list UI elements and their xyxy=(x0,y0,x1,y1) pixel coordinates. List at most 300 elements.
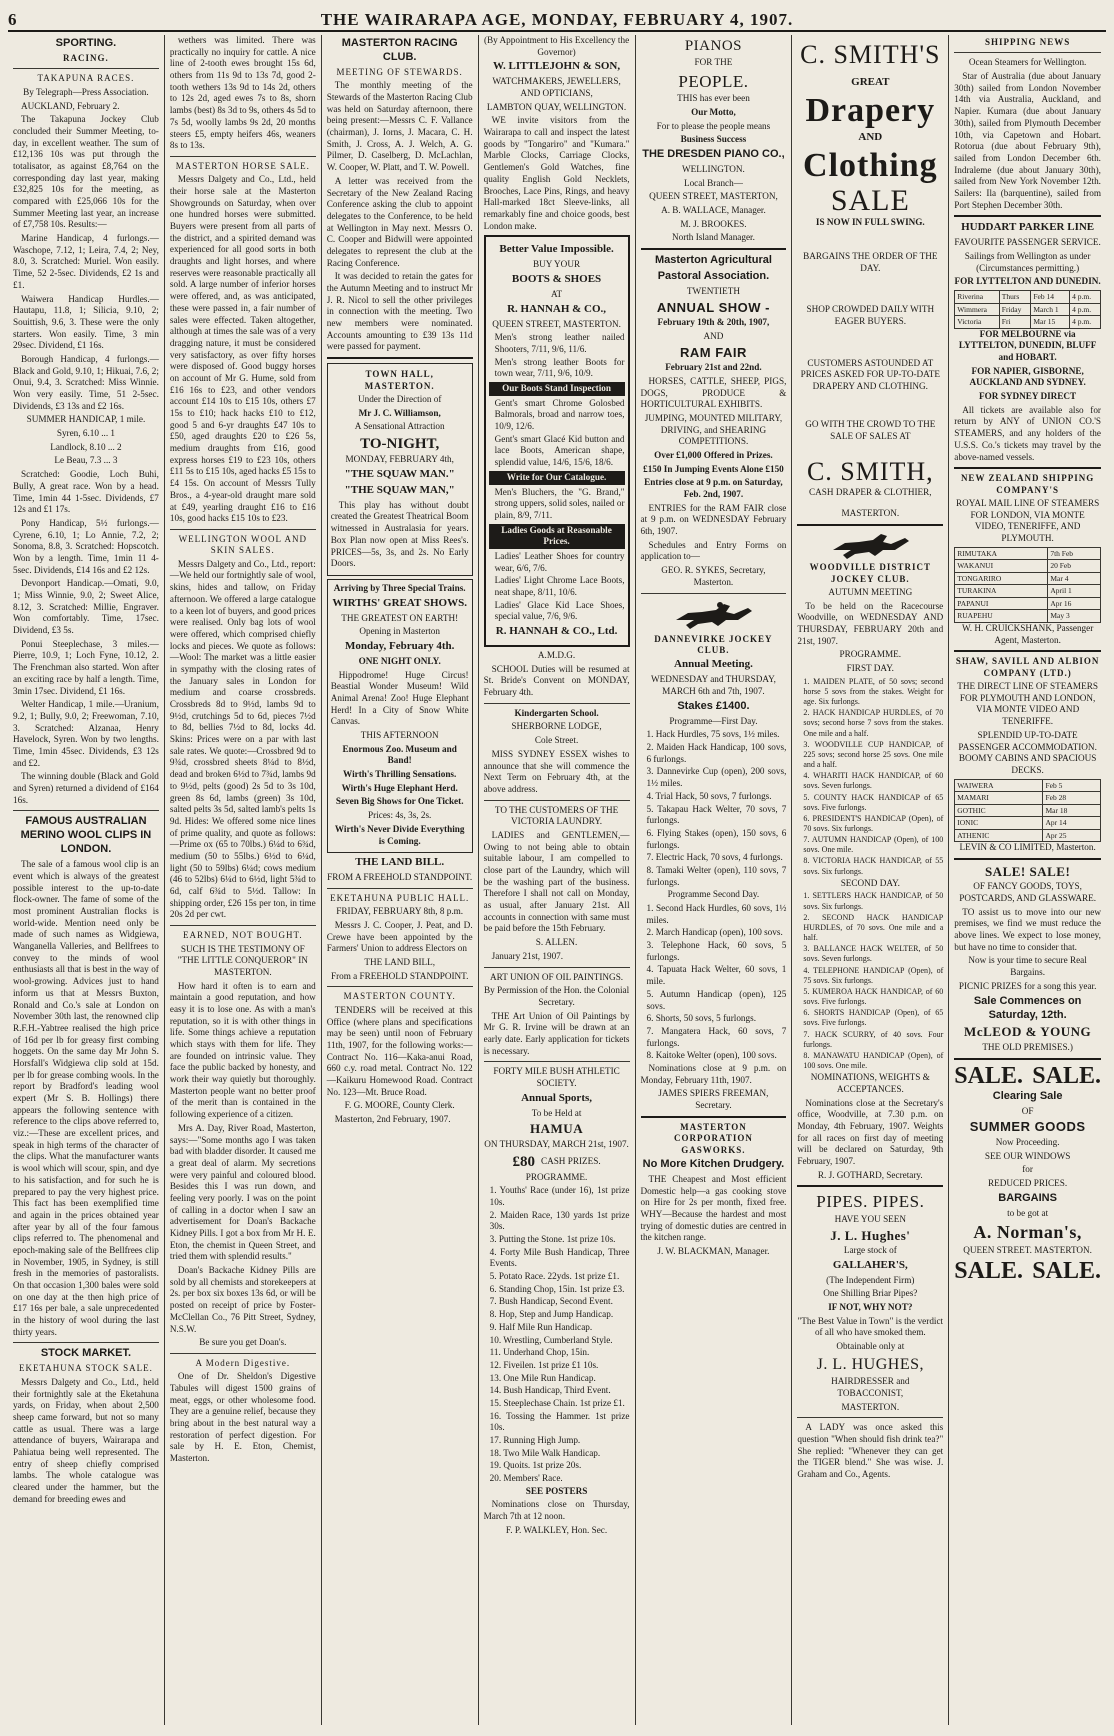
ad-line: Wirth's Thrilling Sensations. xyxy=(343,769,457,780)
paragraph: Pony Handicap, 5½ furlongs.—Cyrene, 6.10, 1; Lo Annie, 7.2, 2; Sonoma, 8.8, 3. Scratched: Hopscotch. Won by a length. Time, 1min 11 4-5sec. Dividends, £14 16s and £2 12s. xyxy=(13,517,159,575)
ad-line: FIRST DAY. xyxy=(846,663,894,674)
ad-line: Enormous Zoo. Museum and Band! xyxy=(342,743,457,766)
ad-text: Nominations close on Thursday, March 7th at 12 noon. xyxy=(483,1499,630,1522)
masthead xyxy=(8,10,1106,32)
table-cell: Apr 14 xyxy=(1043,817,1101,830)
ad-line: CASH DRAPER & CLOTHIER, xyxy=(809,486,932,497)
ad-line: Wirth's Never Divide Everything is Coming. xyxy=(334,823,465,846)
ad-line: Ocean Steamers for Wellington. xyxy=(968,57,1087,68)
table-cell: IONIC xyxy=(955,817,1043,830)
list-item: 20. Members' Race. xyxy=(489,1473,563,1484)
paragraph: How hard it often is to earn and maintain a good reputation, and how easy it is to lose one. As with a man's reputation, so it is with other things in life. Some things achieve a reputation which stays with them for life. They are founded on intrinsic value. They face the public backed by honesty, and work their way quietly but thoroughly. Masterton people want no better proof of the merit than is contained in the following experience of a citizen. xyxy=(169,980,316,1120)
table-cell: 20 Feb xyxy=(1048,560,1101,573)
byline: By Telegraph—Press Association. xyxy=(23,86,149,97)
ad-line: QUEEN STREET, MASTERTON. xyxy=(492,318,621,329)
ad-heading: EKETAHUNA PUBLIC HALL. xyxy=(330,892,470,903)
paragraph: Messrs Dalgety and Co., Ltd., report:—We held our fortnightly sale of wool, skins, hides and tallow, on Friday afternoon. We offered a large catalogue to a keen lot of buyers, and good prices were realised. Only bag lots of wool were offered, which comprised chiefly locks and pieces. We quote as follows:—Wool: The market was a little easier in sympathy with the closing rates of the January sales in London for medium and coarse crossbreds. Crossbreds 8d to 9½d, lambs 9d to 9½d, crutchings 5d to 6d, pieces 7½d to 8d, bellies 7½d to 8d, locks 4d. Skins: Prices were on a par with last sale rates. We quote:—Crossbred 9d to 9¾d, crossbred sheets 8¼d to 8½d, dead and broken 6½d to 7¾d, lambs 9d to 9½d, pelts (good) 2s 5d to 3s 10d, green 8s 6d, lambs (green) 3s 10d, salted pelts 3s 5d, salted lamb's pelts 1s 9d. Hides: We offered some nice lines of prime quality, and quote as follows:—Prime ox (65 to 70lbs.) 6¼d to 6¾d, medium (50 to 55lbs.) 6½d to 6¼d, light (50 to 59lbs) 6¼d; cows medium (46 to 52lbs) 6¼d to 6½d, light 5¾d to 6d, calf 6¾d to 5½d. Tallow: In shipping order, £26 15s per ton, in time 20s 2d per cwt. xyxy=(169,558,316,920)
ad-text: Ladies' Leather Shoes for country wear, 6/6, 7/6. xyxy=(494,550,625,573)
table-cell: Mar 4 xyxy=(1048,572,1101,585)
ad-line: FAVOURITE PASSENGER SERVICE. xyxy=(954,237,1101,248)
table-cell: TONGARIRO xyxy=(955,572,1048,585)
list-item: 8. Kaitoke Welter (open), 100 sovs. xyxy=(646,1050,777,1061)
ad-text: Gent's smart Chrome Golosbed Balmorals, broad and narrow toes, 10/9, 12/6. xyxy=(494,397,625,432)
ad-line: WELLINGTON. xyxy=(682,164,745,175)
ad-text: Hippodrome! Huge Circus! Beastial Wonder Museum! Wild Animal Arena! Zoo! Huge Elephant Herd! In a City of Snow White Canvas. xyxy=(330,669,469,727)
ad-text: THE Art Union of Oil Paintings by Mr G. R. Irvine will be drawn at an early date. Early application for tickets is necessary. xyxy=(483,1010,630,1056)
result-row: Landlock, 8.10 ... 2 xyxy=(50,441,122,452)
ad-line: GO WITH THE CROWD TO THE SALE OF SALES AT xyxy=(805,418,936,441)
table-row xyxy=(955,804,1101,817)
list-item: 4. Trial Hack, 50 sovs, 7 furlongs. xyxy=(646,790,772,801)
list-item: 7. Bush Handicap, Second Event. xyxy=(489,1296,613,1307)
ad-line: Mr J. C. Williamson, xyxy=(358,407,441,418)
list-item: 7. HACK SCURRY, of 40 sovs. Four furlongs. xyxy=(803,1029,944,1049)
paragraph: Ponui Steeplechase, 3 miles.—Pierre, 10.9, 1; Loch Fyne, 10.12, 2. The Frenchman also started. Won after an exciting race by half a length. Time, 3min 17sec. Dividend, £1 16s. xyxy=(13,638,159,696)
ad-line: FOR NAPIER, GISBORNE, AUCKLAND AND SYDNEY. xyxy=(969,365,1086,388)
list-item: 9. Half Mile Run Handicap. xyxy=(489,1321,593,1332)
ad-line: FORTY MILE BUSH ATHLETIC SOCIETY. xyxy=(493,1066,620,1089)
ad-text: Men's Bluchers, the "G. Brand," strong uppers, solid soles, nailed or plain, 8/9, 7/11. xyxy=(494,486,625,520)
ad-line: PICNIC PRIZES for a song this year. xyxy=(958,980,1097,991)
ad-line: THE OLD PREMISES.) xyxy=(982,1041,1073,1052)
article-title: WELLINGTON WOOL AND SKIN SALES. xyxy=(178,533,307,556)
table-cell: Feb 28 xyxy=(1043,792,1101,805)
article-title: A Modern Digestive. xyxy=(195,1357,291,1368)
list-item: 4. Tapuata Hack Welter, 60 sovs, 1 mile. xyxy=(646,964,787,987)
ad-line: FOR LYTTELTON AND DUNEDIN. xyxy=(954,276,1101,287)
advert-wirths xyxy=(327,579,473,853)
ad-text: Men's strong leather nailed Shooters, 7/11, 9/6, 11/6. xyxy=(494,332,625,354)
ad-line: QUEEN STREET. MASTERTON. xyxy=(963,1245,1092,1256)
ad-line: REDUCED PRICES. xyxy=(988,1177,1068,1188)
ad-title: SALE! SALE! xyxy=(984,863,1071,879)
ad-line: Now Proceeding. xyxy=(995,1136,1060,1147)
ad-line: SEE POSTERS xyxy=(525,1485,588,1496)
dateline: AUCKLAND, February 2. xyxy=(21,100,120,111)
ad-line: A. B. WALLACE, Manager. xyxy=(661,205,766,216)
ad-line: THIS AFTERNOON xyxy=(360,730,439,740)
table-cell: Wimmera xyxy=(955,303,1000,316)
ad-line: for xyxy=(1022,1164,1033,1175)
ad-text: ENTRIES for the RAM FAIR close at 9 p.m. on WEDNESDAY February 6th, 1907. xyxy=(640,502,787,537)
table-cell: WAIWERA xyxy=(955,779,1043,792)
ad-line: to be got at xyxy=(1007,1207,1049,1218)
ad-line: SHOP CROWDED DAILY WITH EAGER BUYERS. xyxy=(806,304,935,327)
ad-line: BUY YOUR xyxy=(533,259,581,270)
table-cell: May 3 xyxy=(1048,610,1101,623)
ad-title: SALE. xyxy=(954,1062,1023,1089)
table-cell: MAMARI xyxy=(955,792,1043,805)
ad-line: W. H. CRUICKSHANK, Passenger Agent, Masterton. xyxy=(961,622,1094,645)
ad-title: GREAT xyxy=(851,75,890,88)
ad-line: (By Appointment to His Excellency the Governor) xyxy=(483,35,630,57)
ad-line: THE GREATEST ON EARTH! xyxy=(341,612,459,623)
ad-line: MONDAY, FEBRUARY 4th, xyxy=(345,454,454,465)
ad-line: £150 In Jumping Events Alone £150 xyxy=(643,463,784,474)
ad-line: J. W. BLACKMAN, Manager. xyxy=(657,1246,770,1257)
column-5 xyxy=(636,35,793,1725)
ad-title: PEOPLE. xyxy=(678,71,749,91)
ad-line: MASTERTON. xyxy=(841,508,900,519)
list-item: 3. BALLANCE HACK WELTER, of 50 sovs. Seven furlongs. xyxy=(803,944,944,964)
ad-line: February 21st and 22nd. xyxy=(665,362,762,373)
ad-line: One Shilling Briar Pipes? xyxy=(823,1288,918,1299)
ad-text: Schedules and Entry Forms on application to— xyxy=(640,539,787,562)
ad-title: No More Kitchen Drudgery. xyxy=(642,1157,785,1170)
result-row: Syren, 6.10 ... 1 xyxy=(56,428,116,439)
table-cell: Victoria xyxy=(955,316,1000,329)
sale-row xyxy=(954,1064,1101,1088)
ad-line: FOR THE xyxy=(694,57,733,68)
ad-line: Obtainable only at xyxy=(836,1341,905,1352)
ad-heading: DANNEVIRKE JOCKEY CLUB. xyxy=(654,633,773,655)
paragraph: Borough Handicap, 4 furlongs.—Black and Gold, 9.10, 1; Hikuai, 7.6, 2; Onui, 9.4, 3. Scratched: Miss Winnie. Won very easily. Time, 51 2-5sec. Dividends, £3 13s and £2 16s. xyxy=(13,353,159,411)
ad-line: FRIDAY, FEBRUARY 8th, 8 p.m. xyxy=(336,906,464,917)
sailing-table xyxy=(954,547,1101,623)
ad-title: Pastoral Association. xyxy=(657,270,770,283)
advert-hannah xyxy=(484,235,630,647)
ad-line: SECOND DAY. xyxy=(840,877,900,888)
list-item: 3. WOODVILLE CUP HANDICAP, of 225 sovs; second horse 25 sovs. One mile and a half. xyxy=(803,739,944,770)
ad-text: TENDERS will be received at this Office (where plans and specifications may be seen) until noon of February 11th, 1907, for the following works:— Contract No. 116—Kaka-anui Road, 660 c.y. road metal. Contract No. 122—Kaikuru Homewood Road. Contract No. 123—Mt. Bruce Road. xyxy=(326,1004,473,1097)
ad-line: Wirth's Huge Elephant Herd. xyxy=(341,782,458,793)
ad-text: Messrs J. C. Cooper, J. Peat, and D. Crewe have been appointed by the Farmers' Union to address Electors on xyxy=(326,919,473,954)
article-title: MASTERTON HORSE SALE. xyxy=(175,160,310,171)
list-item: 1. Second Hack Hurdles, 60 sovs, 1½ miles. xyxy=(646,903,787,925)
table-cell: Fri xyxy=(999,316,1031,329)
ad-title: BARGAINS xyxy=(998,1191,1057,1204)
subheading: RACING. xyxy=(63,52,109,63)
table-row xyxy=(955,303,1101,316)
table-cell: Feb 14 xyxy=(1031,291,1070,304)
racehorse-icon xyxy=(825,530,915,560)
ad-heading: TOWN HALL, MASTERTON. xyxy=(364,369,435,391)
ad-title: RAM FAIR xyxy=(680,344,747,360)
ad-title: HUDDART PARKER LINE xyxy=(961,221,1095,234)
ad-line: A.M.D.G. xyxy=(537,650,576,661)
ad-line: JAMES SPIERS FREEMAN, Secretary. xyxy=(658,1088,769,1110)
ad-line: HAIRDRESSER and TOBACCONIST, xyxy=(831,1376,910,1398)
table-row xyxy=(955,817,1101,830)
ad-text: Gent's smart Glacé Kid button and lace Boots, American shape, splendid value, 14/6, 15/6, 18/6. xyxy=(494,433,625,468)
ad-title: GALLAHER'S, xyxy=(832,1258,908,1271)
list-item: 1. Youths' Race (under 16), 1st prize 10s. xyxy=(489,1185,630,1207)
ad-title: Annual Meeting. xyxy=(674,658,753,671)
ad-line: From a FREEHOLD STANDPOINT. xyxy=(330,970,469,981)
ad-title: TO-NIGHT, xyxy=(360,436,440,453)
ad-title: Better Value Impossible. xyxy=(499,243,614,256)
list-item: 8. MANAWATU HANDICAP (Open), of 100 sovs. One mile. xyxy=(803,1050,944,1070)
ad-line: A Sensational Attraction xyxy=(354,421,445,432)
ad-line: M. J. BROOKES. xyxy=(680,218,747,229)
ad-line: AUTUMN MEETING xyxy=(828,587,913,597)
paragraph: Messrs Dalgety and Co., Ltd., held their horse sale at the Masterton Showgrounds on Saturday, when over one hundred horses were submitted. Buyers were present from all parts of the district, and a spirited demand was experienced for all good sorts in both draughts and light horses, and where reserves were reasonable practically all sold. A large number of inferior horses were offered, and, as was anticipated, these were passed in, a fair number of sales were effected. Taken altogether, although at times the sale was of a very dragging nature, it must be considered very satisfactory, as over fifty horses were disposed of. Good buggy horses on account of Mr G. Hume, sold from £16 16s to £23, and other vendors account £14 10s to £15 10s, others £7 15s to £10; hack hacks £10 to £12, good 5 and 6-yr draughts £47 10s to £50, aged draughts £20 to £26 5s, medium draughts from £16, good express horses £19 to £23 10s, others £11 5s to £15 10s, aged hacks £5 15s to £4 15s. On account of Messrs Tully Bros., a 4-year-old draught mare sold at £49, yearling draught £16 to £16 10s, good hacks £15 10s to £23. xyxy=(169,174,316,524)
table-cell: Apr 16 xyxy=(1048,597,1101,610)
paragraph: Mrs A. Day, River Road, Masterton, says:—"Some months ago I was taken bad with bladder disorder. It caused me a great deal of alarm. My secretions were very painful and coloured blood. Besides this I was run down, and feeling very poorly. I was on the point of calling in a doctor when I saw an advertisement for Doan's Backache Kidney Pills. I got a box from Mr H. E. Eton, the chemist in Queen Street, and tried them with splendid results." xyxy=(169,1122,316,1262)
ad-title: THE DRESDEN PIANO CO., xyxy=(642,148,785,161)
ad-line: SPLENDID UP-TO-DATE PASSENGER ACCOMMODATION. BOOMY CABINS AND SPACIOUS DECKS. xyxy=(958,729,1097,775)
racehorse-icon xyxy=(668,598,758,632)
section-heading: SPORTING. xyxy=(55,37,117,49)
ad-line: Our Motto, xyxy=(691,107,736,117)
ad-text: All tickets are available also for return by ANY of UNION CO.'S STEAMERS, and any holders of the U.S.S. Co.'s tickets may travel by the above-named vessels. xyxy=(954,404,1101,462)
column-3 xyxy=(322,35,479,1725)
table-cell: 4 p.m. xyxy=(1070,291,1101,304)
list-item: 8. VICTORIA HACK HANDICAP, of 55 sovs. Six furlongs. xyxy=(803,856,944,876)
ad-title: Monday, February 4th. xyxy=(344,639,455,652)
advert-town-hall xyxy=(327,363,473,576)
ad-text: To be held on the Racecourse Woodville, on WEDNESDAY AND THURSDAY, FEBRUARY 20th and 21st, 1907. xyxy=(797,600,944,646)
ad-line: PROGRAMME. xyxy=(839,649,902,660)
ad-line: ON THURSDAY, MARCH 21st, 1907. xyxy=(484,1138,629,1149)
ad-title: C. SMITH'S xyxy=(800,40,941,69)
article-title: EKETAHUNA STOCK SALE. xyxy=(19,1363,153,1374)
list-item: 7. Mangatera Hack, 60 sovs, 7 furlongs. xyxy=(646,1025,787,1048)
ad-title: SALE xyxy=(830,184,910,218)
ad-line: OF xyxy=(1021,1105,1034,1116)
ad-title: THE LAND BILL. xyxy=(355,856,445,869)
ad-banner: Our Boots Stand Inspection xyxy=(489,382,625,396)
table-cell: ATHENIC xyxy=(955,829,1043,842)
list-item: 6. Standing Chop, 15in. 1st prize £3. xyxy=(489,1283,625,1294)
article-title: EARNED, NOT BOUGHT. xyxy=(182,930,303,941)
ad-text: MISS SYDNEY ESSEX wishes to announce that she will commence the Next Term on February 4th, at the above address. xyxy=(483,748,630,794)
ad-line: For to please the people means xyxy=(656,120,771,131)
ad-line: Programme Second Day. xyxy=(667,889,760,900)
ad-line: TWENTIETH xyxy=(686,286,740,297)
list-item: 14. Bush Handicap, Third Event. xyxy=(489,1385,611,1396)
ad-line: AND xyxy=(703,330,724,341)
ad-line: F. G. MOORE, County Clerk. xyxy=(344,1100,455,1111)
list-item: 7. Electric Hack, 70 sovs, 4 furlongs. xyxy=(646,852,783,863)
ad-heading: MASTERTON CORPORATION GASWORKS. xyxy=(674,1121,753,1155)
column-7 xyxy=(949,35,1106,1725)
paragraph: The winning double (Black and Gold and Syren) returned a dividend of £164 16s. xyxy=(13,771,159,805)
ad-line: FOR SYDNEY DIRECT xyxy=(979,391,1077,402)
ad-line: WEDNESDAY and THURSDAY, MARCH 6th and 7th, 1907. xyxy=(650,674,776,697)
ad-title: AND xyxy=(858,130,883,143)
ad-text: Nominations close at 9 p.m. on Monday, February 11th, 1907. xyxy=(640,1062,787,1085)
ad-title: Drapery xyxy=(805,91,936,129)
table-cell: Riverina xyxy=(955,291,1000,304)
ad-text: Nominations close at the Secretary's office, Woodville, at 7.30 p.m. on Monday, 4th February, 1907. Weights for all races on first day of meeting will be declared on Saturday, 9th February, 1907. xyxy=(797,1097,944,1166)
ad-title: Sale Commences on Saturday, 12th. xyxy=(973,994,1082,1021)
list-item: 15. Steeplechase Chain. 1st prize £1. xyxy=(489,1397,625,1408)
ad-line: February 19th & 20th, 1907, xyxy=(657,317,770,328)
list-item: 11. Underhand Chop, 15in. xyxy=(489,1347,590,1358)
newspaper-title: THE WAIRARAPA AGE, MONDAY, FEBRUARY 4, 1907. xyxy=(320,10,794,30)
ad-line: OF FANCY GOODS, TOYS, POSTCARDS, AND GLASSWARE. xyxy=(959,881,1097,904)
table-row xyxy=(955,792,1101,805)
list-item: 5. KUMEROA HACK HANDICAP, of 60 sovs. Five furlongs. xyxy=(803,986,944,1007)
ad-text: Ladies' Glace Kid Lace Shoes, special value, 7/6, 9/6. xyxy=(494,599,625,622)
list-item: 4. Forty Mile Bush Handicap, Three Events. xyxy=(489,1246,630,1269)
ad-line: SHERBORNE LODGE, xyxy=(511,721,602,732)
ad-line: Seven Big Shows for One Ticket. xyxy=(335,796,464,807)
ad-line: ONE NIGHT ONLY. xyxy=(358,655,441,666)
table-row xyxy=(955,597,1101,610)
column-2 xyxy=(165,35,322,1725)
ad-title: SALE. xyxy=(1032,1062,1101,1089)
ad-line: MASTERTON. xyxy=(841,1401,900,1412)
table-cell: Thurs xyxy=(999,291,1031,304)
article-heading: MASTERTON RACING CLUB. xyxy=(341,37,458,63)
ad-title: "THE SQUAW MAN," xyxy=(344,483,455,496)
ad-line: Arriving by Three Special Trains. xyxy=(333,582,466,593)
list-item: 8. Hop, Step and Jump Handicap. xyxy=(489,1309,614,1320)
table-cell: GOTHIC xyxy=(955,804,1043,817)
table-cell: 4 p.m. xyxy=(1070,303,1101,316)
ad-title: Annual Sports, xyxy=(521,1091,593,1104)
ad-line: January 21st, 1907. xyxy=(491,950,564,961)
table-cell: 4 p.m. xyxy=(1070,316,1101,329)
ad-line: Cole Street. xyxy=(534,735,579,746)
article-heading: FAMOUS AUSTRALIAN MERINO WOOL CLIPS IN LONDON. xyxy=(20,815,152,856)
ad-line: THIS has ever been xyxy=(677,93,750,104)
ad-line: PROGRAMME. xyxy=(525,1171,588,1182)
page-number: 6 xyxy=(8,10,17,30)
table-cell: 7th Feb xyxy=(1048,547,1101,560)
table-row xyxy=(955,585,1101,598)
ad-line: SEE OUR WINDOWS xyxy=(984,1150,1071,1161)
ad-line: Business Success xyxy=(680,134,747,145)
ad-line: R. J. GOTHARD, Secretary. xyxy=(817,1169,923,1180)
table-cell: RIMUTAKA xyxy=(955,547,1048,560)
paragraph: A letter was received from the Secretary of the New Zealand Racing Conference asking the club to appoint delegates to the Conference, to be held at Wellington in May next. Messrs O. C. Cooper and Bidwill were appointed delegates to represent the club at the Racing Conference. xyxy=(326,175,473,268)
list-item: 12. Fiveilen. 1st prize £1 10s. xyxy=(489,1359,599,1370)
ad-line: FROM A FREEHOLD STANDPOINT. xyxy=(327,872,473,883)
paragraph: Waiwera Handicap Hurdles.—Hautapu, 11.8, 1; Silicia, 9.10, 2; Souittish, 9.6, 3. These were the only starters. Won easily. Time, 3 min 29sec. Dividend, £1 16s. xyxy=(13,293,159,351)
ad-title: J. L. Hughes' xyxy=(830,1227,911,1243)
table-cell: April 1 xyxy=(1048,585,1101,598)
list-item: 3. Putting the Stone. 1st prize 10s. xyxy=(489,1234,616,1245)
list-item: 5. COUNTY HACK HANDICAP of 65 sovs. Five furlongs. xyxy=(803,792,944,812)
ad-text: A LADY was once asked this question "When should fish drink tea?" She replied: "Whenever they can get the TIGER blend." She was wise. J. Graham and Co., Agents. xyxy=(797,1422,944,1479)
ad-line: Masterton, 2nd February, 1907. xyxy=(334,1114,451,1124)
ad-title: SALE. xyxy=(1032,1257,1101,1284)
prize-amount: £80 xyxy=(512,1153,535,1170)
ad-line: Prices: 4s, 3s, 2s. xyxy=(368,810,432,821)
ad-line: F. P. WALKLEY, Hon. Sec. xyxy=(505,1524,608,1535)
paragraph: wethers was limited. There was practically no inquiry for cattle. A nice line of 2-tooth ewes brought 15s 6d, others from 11s 9d to 13s 7d, good 2-tooth wethers 13s 9d to 14s 2d, others to 12s 2d, aged ewes 7s to 8s, shorn lambs (best) 8s 3d to 9s, others 4s 5d to 7s 5d, woolly lambs 9s 2d, 20 months steers £5, empty heifers 46s, weaners 8s to 13s. xyxy=(169,35,316,151)
ad-line: Now is your time to secure Real Bargains. xyxy=(968,955,1087,978)
ad-line: "The Best Value in Town" is the verdict of all who have smoked them. xyxy=(797,1315,944,1338)
ad-banner: Ladies Goods at Reasonable Prices. xyxy=(489,524,625,549)
list-item: 8. Tamaki Welter (open), 110 sovs, 7 furlongs. xyxy=(646,864,787,887)
paragraph: Be sure you get Doan's. xyxy=(199,1337,287,1348)
column-4 xyxy=(479,35,636,1725)
list-item: 3. Dannevirke Cup (open), 200 sovs, 1½ miles. xyxy=(646,766,787,789)
ad-line: Kindergarten School. xyxy=(514,707,599,718)
ad-heading: NEW ZEALAND SHIPPING COMPANY'S xyxy=(960,473,1095,495)
table-cell: Mar 18 xyxy=(1043,804,1101,817)
ad-line: ROYAL MAIL LINE OF STEAMERS FOR LONDON, VIA MONTE VIDEO, TENERIFFE, AND PLYMOUTH. xyxy=(955,498,1100,544)
table-row xyxy=(955,610,1101,623)
list-item: 2. March Handicap (open), 100 sovs. xyxy=(646,927,783,938)
ad-line: LEVIN & CO LIMITED, Masterton. xyxy=(959,842,1096,853)
list-item: 3. Telephone Hack, 60 sovs, 5 furlongs. xyxy=(646,940,787,962)
list-item: 1. MAIDEN PLATE, of 50 sovs; second horse 5 sovs from the stakes. Weight for age. Six furlongs. xyxy=(803,676,944,707)
ad-title: PIPES. PIPES. xyxy=(816,1192,925,1212)
ad-line: BARGAINS THE ORDER OF THE DAY. xyxy=(803,251,938,273)
ad-line: TO THE CUSTOMERS OF THE VICTORIA LAUNDRY. xyxy=(494,804,619,827)
table-row xyxy=(955,829,1101,842)
race-title: SUMMER HANDICAP, 1 mile. xyxy=(26,414,146,425)
ad-line: To be Held at xyxy=(531,1107,582,1118)
sale-row xyxy=(954,1259,1101,1283)
ad-title: ANNUAL SHOW - xyxy=(656,299,770,315)
ad-line: NOMINATIONS, WEIGHTS & ACCEPTANCES. xyxy=(810,1072,930,1094)
ad-text: Ladies' Light Chrome Lace Boots, neat shape, 8/11, 10/6. xyxy=(494,575,625,597)
ad-line: Sailings from Wellington as under (Circumstances permitting.) xyxy=(964,251,1091,273)
ad-text: TO assist us to move into our new premises, we find we must reduce the above lines. We expect to lose money, but have no time to consider that. xyxy=(954,906,1101,952)
ad-line: IF NOT, WHY NOT? xyxy=(828,1302,913,1313)
article-title: MEETING OF STEWARDS. xyxy=(336,66,463,77)
ad-line: Local Branch— xyxy=(683,177,743,188)
table-row xyxy=(955,316,1101,329)
list-item: 2. Maiden Race, 130 yards 1st prize 30s. xyxy=(489,1209,630,1232)
ad-line: FOR MELBOURNE via LYTTELTON, DUNEDIN, BLUFF and HOBART. xyxy=(958,328,1097,362)
ad-title: PIANOS xyxy=(684,38,743,54)
ad-title: R. HANNAH & CO., xyxy=(507,302,607,315)
ad-line: QUEEN STREET, MASTERTON, xyxy=(649,191,778,202)
ad-title: Clothing xyxy=(803,146,938,184)
list-item: 10. Wrestling, Cumberland Style. xyxy=(489,1334,613,1345)
ad-text: SCHOOL Duties will be resumed at St. Bride's Convent on MONDAY, February 4th. xyxy=(483,663,630,698)
ad-title: "THE SQUAW MAN." xyxy=(344,467,455,480)
column-6 xyxy=(792,35,949,1725)
table-cell: Apr 25 xyxy=(1043,829,1101,842)
table-cell: Mar 15 xyxy=(1031,316,1070,329)
ad-text: Men's strong leather Boots for town wear, 7/11, 9/6, 10/9. xyxy=(494,356,625,379)
ad-line: By Permission of the Hon. the Colonial Secretary. xyxy=(483,985,630,1007)
ad-heading: MASTERTON COUNTY. xyxy=(343,991,456,1002)
ad-line: CASH PRIZES. xyxy=(540,1156,601,1167)
table-row xyxy=(955,547,1101,560)
ad-text: WE invite visitors from the Wairarapa to call and inspect the latest goods by "Tongariro" and "Kumara." Marble Clocks, Carriage Clocks, Gentlemen's Gold Watches, fine quality English Gold Necklets, Brooches, Lace Pins, Rings, and heavy Hall-marked 18ct Sleeve-links, all remarkably fine and choice goods, best London make. xyxy=(483,115,630,231)
ad-title: McLEOD & YOUNG xyxy=(964,1024,1092,1040)
ad-line: Large stock of xyxy=(843,1245,897,1256)
section-heading: STOCK MARKET. xyxy=(40,1347,132,1360)
ad-heading: SHAW, SAVILL AND ALBION COMPANY (LTD.) xyxy=(955,656,1100,678)
ad-line: HAVE YOU SEEN xyxy=(834,1213,907,1224)
ad-title: Masterton Agricultural xyxy=(654,254,772,267)
table-cell: RUAPEHU xyxy=(955,610,1048,623)
ad-line: North Island Manager. xyxy=(671,232,755,243)
ad-line: S. ALLEN. xyxy=(535,937,578,948)
ad-line: ART UNION OF OIL PAINTINGS. xyxy=(490,971,624,982)
paragraph: It was decided to retain the gates for the Autumn Meeting and to instruct Mr J. R. Nicol to sell the other privileges in connection with the meeting. Two new members were nominated. Accounts amounting to £39 13s 11d were passed for payment. xyxy=(326,271,473,352)
ad-line: Under the Direction of xyxy=(357,394,442,405)
list-item: 1. SETTLERS HACK HANDICAP, of 50 sovs. Six furlongs. xyxy=(803,891,944,911)
ad-title: SALE. xyxy=(954,1257,1023,1284)
ad-text: HORSES, CATTLE, SHEEP, PIGS, DOGS, PRODUCE & HORTICULTURAL EXHIBITS. xyxy=(640,375,787,410)
list-item: 1. Hack Hurdles, 75 sovs, 1½ miles. xyxy=(646,729,780,740)
ad-banner: Write for Our Catalogue. xyxy=(489,471,625,485)
list-item: 19. Quoits. 1st prize 20s. xyxy=(489,1460,582,1471)
column-1 xyxy=(8,35,165,1725)
ad-title: C. SMITH, xyxy=(806,457,934,487)
subtitle: SUCH IS THE TESTIMONY OF "THE LITTLE CONQUEROR" IN MASTERTON. xyxy=(177,943,308,977)
ad-text: THE Cheapest and Most efficient Domestic help—a gas cooking stove on Hire for 2s per month, fixed free. WHY—Because the hardest and most trying of domestic duties are centred in the kitchen range. xyxy=(640,1173,787,1243)
table-row xyxy=(955,572,1101,585)
sailing-table xyxy=(954,290,1101,329)
list-item: 6. Shorts, 50 sovs, 5 furlongs. xyxy=(646,1013,756,1024)
list-item: 13. One Mile Run Handicap. xyxy=(489,1372,596,1383)
ad-title: WIRTHS' GREAT SHOWS. xyxy=(332,596,467,609)
ad-title: BOOTS & SHOES xyxy=(511,272,602,285)
ad-line: (The Independent Firm) xyxy=(826,1274,915,1285)
